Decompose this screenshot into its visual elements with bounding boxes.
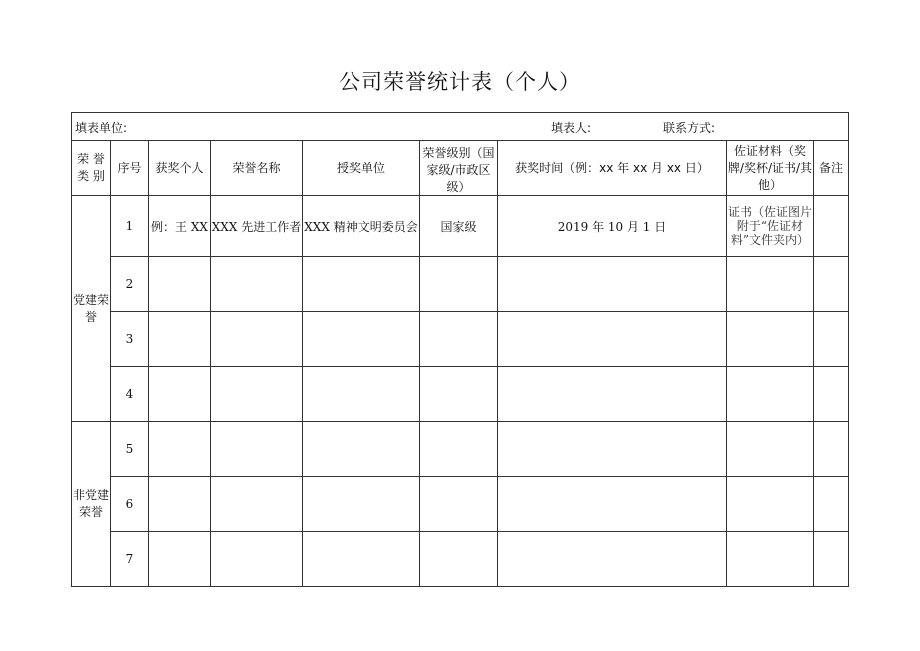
row-index: 2 <box>111 257 149 312</box>
header-row <box>72 141 849 196</box>
row-index: 3 <box>111 312 149 367</box>
cell-level[interactable] <box>420 477 498 532</box>
cell-evidence[interactable] <box>727 532 814 587</box>
cell-honor-name[interactable]: XXX 先进工作者 <box>211 196 303 257</box>
cell-recipient[interactable] <box>149 477 211 532</box>
cell-remarks[interactable] <box>814 312 849 367</box>
header-level: 荣誉级别（国家级/市政区级） <box>420 141 498 196</box>
unit-label: 填表单位: <box>75 121 128 135</box>
table-row <box>72 312 849 367</box>
row-index: 1 <box>111 196 149 257</box>
cell-date[interactable] <box>498 257 727 312</box>
cell-evidence[interactable]: 证书（佐证图片附于“佐证材料”文件夹内） <box>727 196 814 257</box>
cell-evidence[interactable] <box>727 257 814 312</box>
cell-date[interactable] <box>498 422 727 477</box>
header-evidence: 佐证材料（奖牌/奖杯/证书/其他） <box>727 141 814 196</box>
cell-grantor[interactable]: XXX 精神文明委员会 <box>303 196 420 257</box>
cell-date[interactable]: 2019 年 10 月 1 日 <box>498 196 727 257</box>
contact-label: 联系方式: <box>663 121 716 135</box>
cell-evidence[interactable] <box>727 477 814 532</box>
table-row <box>72 257 849 312</box>
filler-label: 填表人: <box>551 121 592 135</box>
cell-remarks[interactable] <box>814 257 849 312</box>
cell-honor-name[interactable] <box>211 477 303 532</box>
cell-level[interactable] <box>420 532 498 587</box>
cell-grantor[interactable] <box>303 532 420 587</box>
cell-honor-name[interactable] <box>211 422 303 477</box>
table-row <box>72 422 849 477</box>
row-index: 6 <box>111 477 149 532</box>
cell-remarks[interactable] <box>814 196 849 257</box>
header-honor-name: 荣誉名称 <box>211 141 303 196</box>
cell-recipient[interactable] <box>149 312 211 367</box>
header-recipient: 获奖个人 <box>149 141 211 196</box>
cell-remarks[interactable] <box>814 477 849 532</box>
table-row <box>72 532 849 587</box>
cell-remarks[interactable] <box>814 367 849 422</box>
cell-recipient[interactable] <box>149 257 211 312</box>
cell-date[interactable] <box>498 532 727 587</box>
row-index: 5 <box>111 422 149 477</box>
cell-remarks[interactable] <box>814 532 849 587</box>
cell-date[interactable] <box>498 477 727 532</box>
form-info-row <box>72 113 849 141</box>
cell-recipient[interactable]: 例：王 XX <box>149 196 211 257</box>
cell-date[interactable] <box>498 312 727 367</box>
cell-date[interactable] <box>498 367 727 422</box>
cell-grantor[interactable] <box>303 422 420 477</box>
cell-level[interactable] <box>420 257 498 312</box>
cell-recipient[interactable] <box>149 367 211 422</box>
cell-level[interactable] <box>420 312 498 367</box>
header-remarks: 备注 <box>814 141 849 196</box>
cell-grantor[interactable] <box>303 477 420 532</box>
cell-honor-name[interactable] <box>211 532 303 587</box>
row-index: 7 <box>111 532 149 587</box>
header-grantor: 授奖单位 <box>303 141 420 196</box>
cell-remarks[interactable] <box>814 422 849 477</box>
table-row <box>72 477 849 532</box>
cell-honor-name[interactable] <box>211 257 303 312</box>
cell-evidence[interactable] <box>727 422 814 477</box>
header-date: 获奖时间（例：xx 年 xx 月 xx 日） <box>498 141 727 196</box>
page-title: 公司荣誉统计表（个人） <box>339 70 581 94</box>
cell-grantor[interactable] <box>303 312 420 367</box>
cell-grantor[interactable] <box>303 257 420 312</box>
cell-honor-name[interactable] <box>211 367 303 422</box>
category-non-party: 非党建荣誉 <box>72 422 111 587</box>
header-index: 序号 <box>111 141 149 196</box>
cell-level[interactable] <box>420 422 498 477</box>
cell-grantor[interactable] <box>303 367 420 422</box>
header-category: 荣 誉 类 别 <box>72 141 111 196</box>
row-index: 4 <box>111 367 149 422</box>
cell-level[interactable] <box>420 367 498 422</box>
cell-recipient[interactable] <box>149 532 211 587</box>
cell-level[interactable]: 国家级 <box>420 196 498 257</box>
cell-evidence[interactable] <box>727 312 814 367</box>
cell-recipient[interactable] <box>149 422 211 477</box>
cell-evidence[interactable] <box>727 367 814 422</box>
table-row <box>72 196 849 257</box>
table-row <box>72 367 849 422</box>
honor-table <box>71 112 849 587</box>
cell-honor-name[interactable] <box>211 312 303 367</box>
category-party: 党建荣誉 <box>72 196 111 422</box>
